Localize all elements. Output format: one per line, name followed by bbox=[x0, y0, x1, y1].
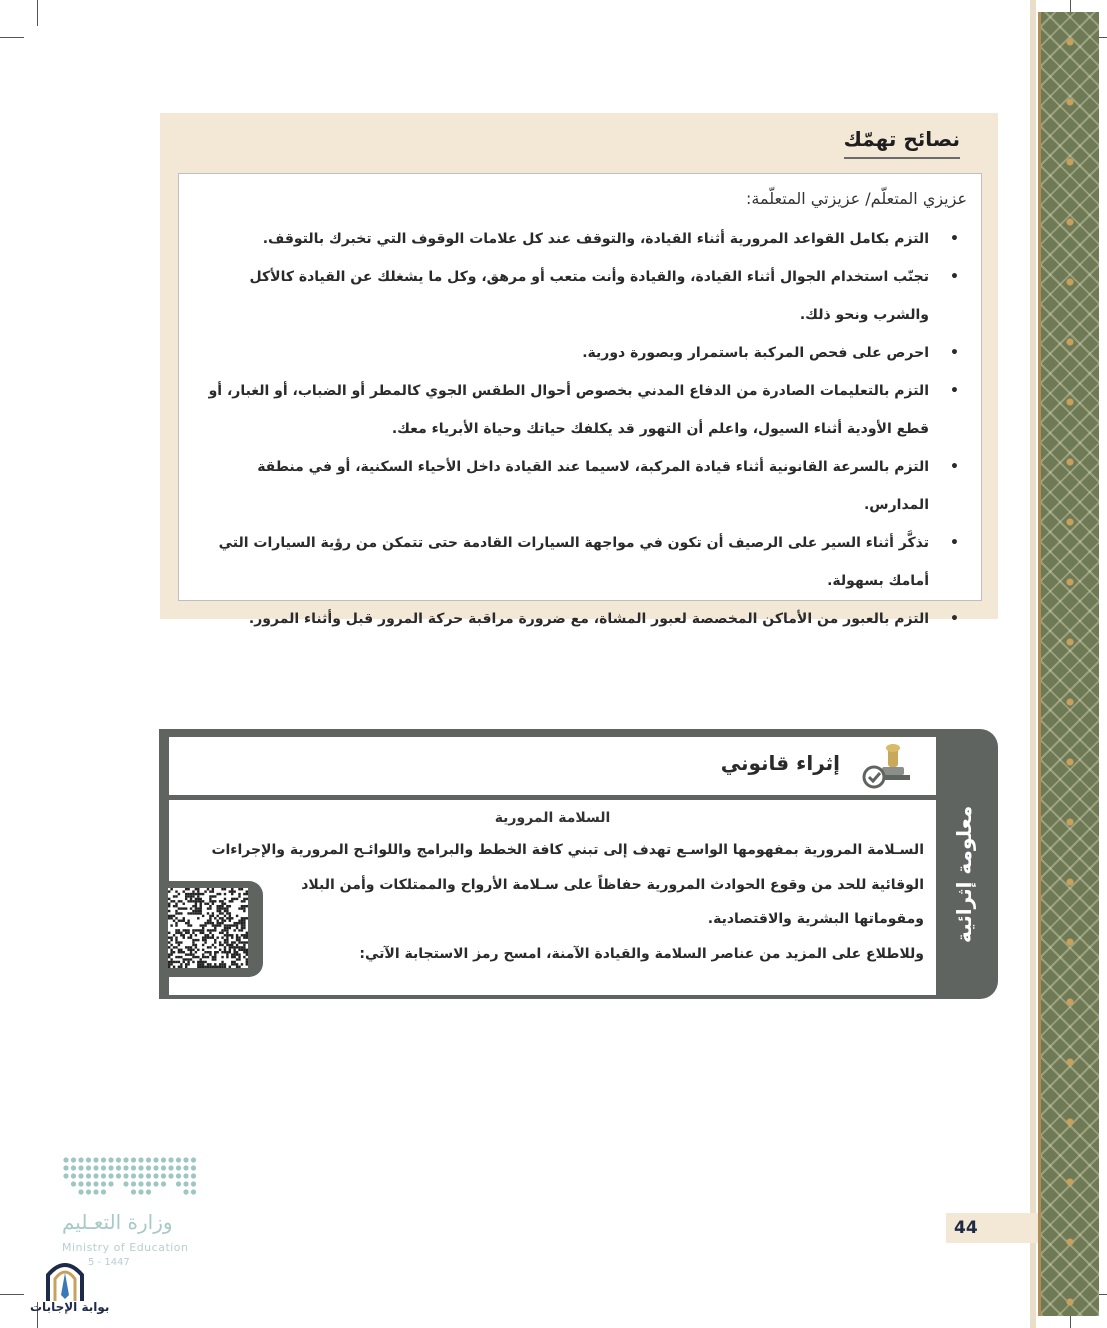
ministry-logo-icon bbox=[60, 1152, 200, 1202]
ministry-name-en: Ministry of Education bbox=[62, 1241, 189, 1254]
decorative-side-band bbox=[1038, 12, 1099, 1316]
qr-code-icon bbox=[168, 888, 248, 968]
bullet-icon: • bbox=[950, 535, 959, 551]
list-item bbox=[193, 258, 959, 334]
legal-enrichment-box bbox=[159, 729, 998, 999]
portal-logo-icon bbox=[40, 1255, 90, 1303]
legal-title: إثراء قانوني bbox=[720, 751, 840, 775]
qr-frame bbox=[159, 881, 263, 977]
list-item bbox=[193, 448, 959, 524]
tips-title: نصائح تهمّك bbox=[844, 127, 960, 159]
legal-body bbox=[169, 800, 936, 995]
list-item bbox=[193, 524, 959, 600]
bullet-icon: • bbox=[950, 459, 959, 475]
tips-content bbox=[178, 173, 982, 627]
bullet-icon: • bbox=[950, 345, 959, 361]
stamp-check-icon bbox=[862, 743, 918, 791]
list-item bbox=[193, 372, 959, 448]
tip-text: تجنّب استخدام الجوال أثناء القيادة، والقيادة وأنت متعب أو مرهق، وكل ما يشغلك عن القيادة كالأكل والشرب ونحو ذلك. bbox=[249, 269, 929, 323]
qr-code[interactable] bbox=[168, 888, 248, 968]
tip-text: التزم بالسرعة القانونية أثناء قيادة المركبة، لاسيما عند القيادة داخل الأحياء السكنية، أو في منطقة المدارس. bbox=[257, 459, 929, 513]
bullet-icon: • bbox=[950, 611, 959, 627]
tip-text: احرص على فحص المركبة باستمرار وبصورة دورية. bbox=[582, 345, 929, 361]
bullet-icon: • bbox=[950, 231, 959, 247]
page-number: 44 bbox=[946, 1213, 1038, 1243]
tip-text: التزم بكامل القواعد المرورية أثناء القيادة، والتوقف عند كل علامات الوقوف التي تخبرك بالتوقف. bbox=[262, 231, 929, 247]
legal-subtitle: السلامة المرورية bbox=[494, 810, 611, 826]
list-item bbox=[193, 220, 959, 258]
ministry-name-ar: وزارة التعـليم bbox=[62, 1210, 173, 1234]
page-edge bbox=[1030, 0, 1036, 1328]
legal-text-line: ومقوماتها البشرية والاقتصادية. bbox=[707, 911, 924, 927]
tips-list bbox=[193, 220, 967, 638]
ministry-year: 5 - 1447 bbox=[88, 1257, 130, 1268]
legal-text-line: الوقائية للحد من وقوع الحوادث المرورية حفاظاً على سـلامة الأرواح والممتلكات وأمن البلاد bbox=[301, 877, 924, 893]
tips-greeting: عزيزي المتعلّم/ عزيزتي المتعلّمة: bbox=[746, 189, 967, 208]
legal-text-line: السـلامة المرورية بمفهومها الواسـع تهدف إلى تبني كافة الخطط والبرامج واللوائـح المرورية والإجراءات bbox=[211, 842, 924, 858]
crop-mark bbox=[0, 37, 24, 38]
tip-text: التزم بالتعليمات الصادرة من الدفاع المدني بخصوص أحوال الطقس الجوي كالمطر أو الضباب، أو الغبار، أو قطع الأودية أثناء السيول، واعلم أن التهور قد يكلفك حياتك وحياة الأبرياء معك. bbox=[208, 383, 929, 437]
bullet-icon: • bbox=[950, 383, 959, 399]
tips-box bbox=[160, 113, 998, 627]
list-item bbox=[193, 600, 959, 638]
legal-text-line: وللاطلاع على المزيد من عناصر السلامة والقيادة الآمنة، امسح رمز الاستجابة الآتي: bbox=[359, 946, 924, 962]
tip-text: تذكَّر أثناء السير على الرصيف أن تكون في مواجهة السيارات القادمة حتى تتمكن من رؤية السيارات التي أمامك بسهولة. bbox=[218, 535, 929, 589]
crop-mark bbox=[0, 1294, 24, 1295]
legal-header bbox=[169, 737, 936, 795]
tip-text: التزم بالعبور من الأماكن المخصصة لعبور المشاة، مع ضرورة مراقبة حركة المرور قبل وأثناء المرور. bbox=[248, 611, 929, 627]
list-item bbox=[193, 334, 959, 372]
bullet-icon: • bbox=[950, 269, 959, 285]
portal-name: بوابة الإجابات bbox=[30, 1300, 110, 1314]
side-label: معلومة إثرائية bbox=[952, 805, 976, 943]
crop-mark bbox=[37, 0, 38, 26]
